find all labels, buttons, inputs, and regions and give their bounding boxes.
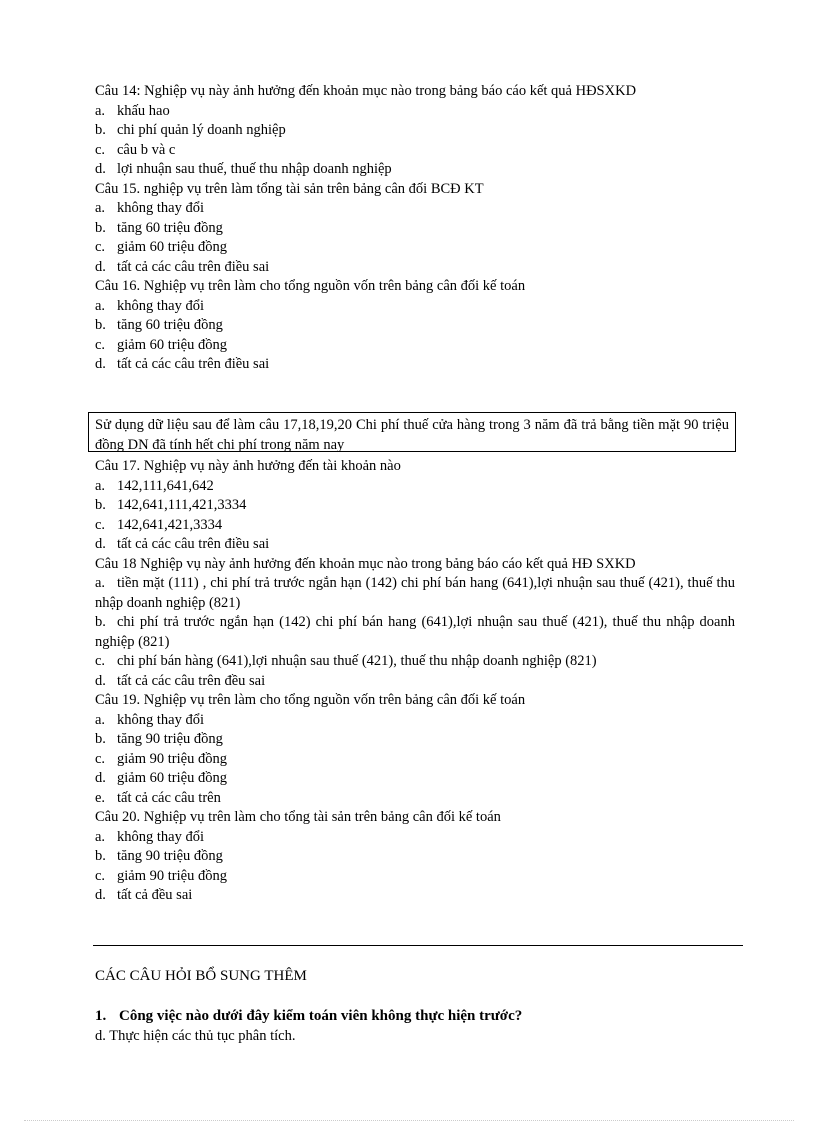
option-19a: a. không thay đổi: [95, 711, 204, 728]
option-20d: d. tất cả đều sai: [95, 887, 193, 903]
option-20b: b. tăng 90 triệu đồng: [95, 848, 223, 864]
option-14c: c. câu b và c: [95, 141, 176, 158]
option-17b: b. 142,641,111,421,3334: [95, 497, 247, 513]
option-18a: a. tiền mặt (111) , chi phí trả trước ngắn hạn (142) chi phí bán hang (641),lợi nhuận sau thuế (421), thuế thu nhập doanh nghiệp (821): [95, 575, 735, 611]
option-20a: a. không thay đổi: [95, 828, 204, 845]
option-20c: c. giảm 90 triệu đồng: [95, 867, 227, 884]
question-19: Câu 19. Nghiệp vụ trên làm cho tổng nguồn vốn trên bảng cân đối kế toán: [95, 692, 526, 708]
option-19d: d. giảm 60 triệu đồng: [95, 770, 227, 786]
option-16d: d. tất cả các câu trên điều sai: [95, 356, 270, 372]
question-15: Câu 15. nghiệp vụ trên làm tổng tài sản trên bảng cân đối BCĐ KT: [95, 180, 484, 197]
option-15d: d. tất cả các câu trên điều sai: [95, 258, 270, 275]
option-14b: b. chi phí quản lý doanh nghiệp: [95, 122, 286, 138]
question-14: Câu 14: Nghiệp vụ này ảnh hưởng đến khoản mục nào trong bảng báo cáo kết quả HĐSXKD: [95, 83, 637, 99]
extra-answer-1: d. Thực hiện các thủ tục phân tích.: [95, 1028, 296, 1044]
option-19c: c. giảm 90 triệu đồng: [95, 750, 227, 767]
option-14d: d. lợi nhuận sau thuế, thuế thu nhập doanh nghiệp: [95, 161, 392, 177]
page-bottom-border: [24, 1120, 794, 1121]
option-16c: c. giảm 60 triệu đồng: [95, 336, 227, 353]
option-16a: a. không thay đổi: [95, 297, 204, 314]
option-15c: c. giảm 60 triệu đồng: [95, 239, 227, 255]
option-18d: d. tất cả các câu trên đều sai: [95, 672, 266, 689]
option-17c: c. 142,641,421,3334: [95, 516, 223, 533]
questions-17-20: [95, 457, 735, 906]
option-18c: c. chi phí bán hàng (641),lợi nhuận sau thuế (421), thuế thu nhập doanh nghiệp (821): [95, 653, 597, 669]
extra-question-1: 1. Công việc nào dưới đây kiểm toán viên không thực hiện trước?: [95, 1008, 523, 1024]
option-19b: b. tăng 90 triệu đồng: [95, 731, 223, 747]
option-16b: b. tăng 60 triệu đồng: [95, 317, 223, 333]
questions-14-16: [95, 82, 735, 375]
option-15b: b. tăng 60 triệu đồng: [95, 219, 223, 236]
option-14a: a. khấu hao: [95, 102, 170, 119]
section-divider: [93, 945, 743, 946]
question-16: Câu 16. Nghiệp vụ trên làm cho tổng nguồn vốn trên bảng cân đối kế toán: [95, 278, 526, 294]
option-18b: b. chi phí trả trước ngắn hạn (142) chi phí bán hang (641),lợi nhuận sau thuế (421), thuế thu nhập doanh nghiệp (821): [95, 614, 735, 650]
section-title: CÁC CÂU HỎI BỔ SUNG THÊM: [95, 968, 307, 984]
data-box-text: Sử dụng dữ liệu sau để làm câu 17,18,19,20 Chi phí thuế cửa hàng trong 3 năm đã trả bằng tiền mặt 90 triệu đồng DN đã tính hết chi phí trong năm nay: [95, 417, 729, 453]
option-17d: d. tất cả các câu trên điều sai: [95, 536, 270, 552]
option-19e: e. tất cả các câu trên: [95, 789, 221, 806]
question-17: Câu 17. Nghiệp vụ này ảnh hưởng đến tài khoản nào: [95, 458, 401, 474]
question-18: Câu 18 Nghiệp vụ này ảnh hưởng đến khoản mục nào trong bảng báo cáo kết quả HĐ SXKD: [95, 555, 636, 572]
option-15a: a. không thay đổi: [95, 200, 204, 216]
option-17a: a. 142,111,641,642: [95, 477, 214, 494]
question-20: Câu 20. Nghiệp vụ trên làm cho tổng tài sản trên bảng cân đối kế toán: [95, 809, 501, 825]
